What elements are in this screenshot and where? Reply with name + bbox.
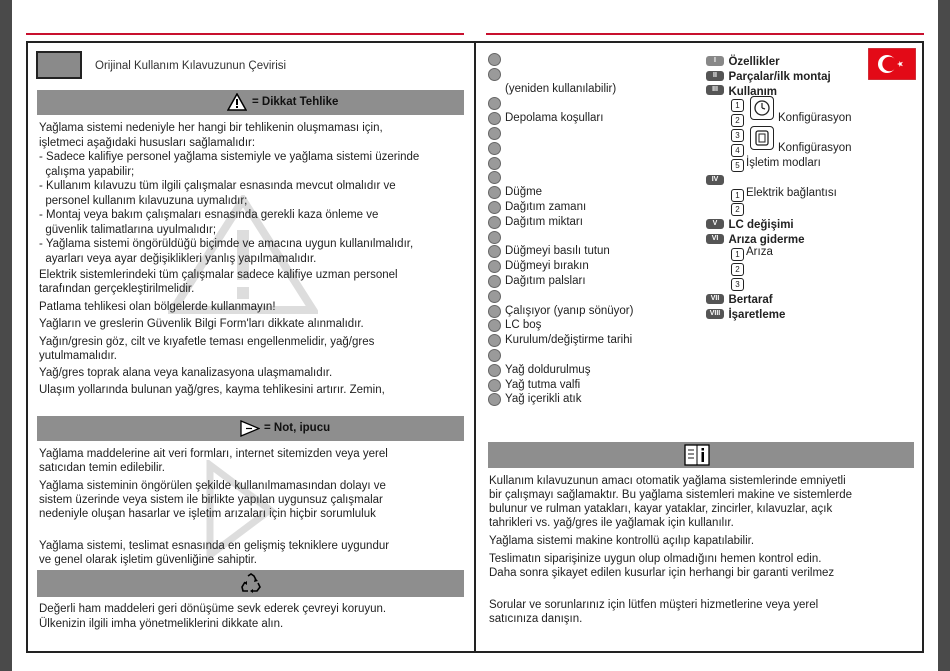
legend-bullet-icon <box>488 349 501 362</box>
legend-bullet-icon <box>488 53 501 66</box>
note-paragraph: satıcıdan temin edilebilir. <box>39 462 165 474</box>
toc-sub-1: 1 <box>731 246 746 264</box>
top-rule-left <box>26 33 464 35</box>
note-paragraph: sistem üzerinde veya sistem ile birlikte yapılan uygunsuz çalışmalar <box>39 494 383 506</box>
toc-sub-4: 4 <box>731 142 746 160</box>
recycle-paragraph: Değerli ham maddeleri geri dönüşüme sevk ederek çevreyi koruyun. <box>39 603 387 615</box>
top-rule-right <box>486 33 924 35</box>
toc-item-vi[interactable]: VI Arıza giderme <box>706 230 805 248</box>
toc-item-vii[interactable]: VII Bertaraf <box>706 290 773 308</box>
toc-sub-1: 1 <box>731 187 746 205</box>
clock-icon <box>750 96 774 120</box>
warning-line: - Sadece kalifiye personel yağlama sistemiyle ve yağlama sistemi üzerinde <box>39 151 420 163</box>
note-paragraph: Yağlama sistemi, teslimat esnasında en gelişmiş tekniklere uygundur <box>39 540 390 552</box>
info-paragraph: satıcınıza danışın. <box>489 613 583 625</box>
right-edge-bar <box>938 0 950 671</box>
toc-sub-2: 2 <box>731 112 746 130</box>
toc-item-viii[interactable]: VIII İşaretleme <box>706 305 785 323</box>
info-paragraph: Sorular ve sorunlarınız için lütfen müşteri hizmetlerine veya yerel <box>489 599 819 611</box>
warning-paragraph: Yağın/gresin göz, cilt ve kıyafetle teması engellenmelidir, yağ/gres <box>39 336 375 348</box>
toc-konfigurasyon-2[interactable]: Konfigürasyon <box>778 142 852 154</box>
book-info-icon <box>684 444 710 466</box>
warning-line: personel kullanım kılavuzuna uymalıdır; <box>39 194 248 207</box>
section-pill: II <box>706 71 724 81</box>
note-paragraph: ve genel olarak işletim güvenliğine sahiptir. <box>39 554 257 566</box>
warning-line: ayarları veya ayar değişiklikleri yanlış yapılmamalıdır. <box>39 252 317 265</box>
info-paragraph: tahrikleri vs. yağ/gres ile yağlamak için kullanılır. <box>489 517 734 529</box>
legend-bullet-icon <box>488 157 501 170</box>
recycle-icon <box>240 573 262 594</box>
toc-konfigurasyon-1[interactable]: Konfigürasyon <box>778 112 852 124</box>
warning-paragraph: yutulmamalıdır. <box>39 350 117 362</box>
toc-item-ii[interactable]: II Parçalar/ilk montaj <box>706 67 866 82</box>
note-paragraph: Yağlama sisteminin öngörülen şekilde kullanılmamasından dolayı ve <box>39 480 386 492</box>
toc-elektrik-baglantisi[interactable]: Elektrik bağlantısı <box>746 187 837 199</box>
info-bar <box>488 442 914 468</box>
warning-line: işletmeci aşağıdaki hususları sağlamalıdır: <box>39 136 256 149</box>
note-hint-icon <box>240 420 260 437</box>
toc-item-i[interactable]: I Özellikler <box>706 52 866 67</box>
page-title: Orijinal Kullanım Kılavuzunun Çevirisi <box>95 60 287 72</box>
warning-triangle-icon <box>227 93 247 111</box>
warning-line: Yağlama sistemi nedeniyle her hangi bir tehlikenin oluşmaması için, <box>39 122 383 134</box>
toc-isletim-modlari[interactable]: İşletim modları <box>746 157 821 169</box>
warning-list <box>39 121 419 266</box>
recycle-bar <box>37 570 464 597</box>
toc-sub-5: 5 <box>731 157 746 175</box>
warning-paragraph: tarafından gerçekleştirilmelidir. <box>39 283 195 295</box>
toc-sub-3: 3 <box>731 276 746 294</box>
toc-sub-2: 2 <box>731 201 746 219</box>
info-paragraph: bir çalışmayı sağlamaktır. Bu yağlama sistemleri makine ve sistemlerde <box>489 489 853 501</box>
left-edge-bar <box>0 0 12 671</box>
warning-paragraph: Yağ/gres toprak alana veya kanalizasyona ulaşmamalıdır. <box>39 367 333 379</box>
table-of-contents <box>706 52 866 96</box>
toc-item-iv[interactable]: IV <box>706 171 724 189</box>
legend-bullet-icon <box>488 305 501 318</box>
legend-bullet-icon <box>488 290 501 303</box>
info-paragraph: bulunur ve rulman yatakları, kayar yataklar, zincirler, kılavuzlar, açık <box>489 503 833 515</box>
note-paragraph: Yağlama maddelerine ait veri formları, internet sitemizden veya yerel <box>39 448 388 460</box>
note-bar <box>37 416 464 441</box>
warning-line: - Montaj veya bakım çalışmaları esnasında gerekli kaza önleme ve <box>39 209 379 221</box>
legend-bullet-icon <box>488 379 501 392</box>
warning-line: - Kullanım kılavuzu tüm ilgili çalışmalar esnasında mevcut olmalıdır ve <box>39 180 396 192</box>
legend-bullet-icon <box>488 231 501 244</box>
device-icon <box>750 126 774 150</box>
warning-paragraph: Yağların ve greslerin Güvenlik Bilgi Form'ları dikkate alınmalıdır. <box>39 318 364 330</box>
legend-bullet-icon <box>488 127 501 140</box>
info-paragraph: Daha sonra şikayet edilen kusurlar için herhangi bir garanti verilmez <box>489 567 835 579</box>
legend-bullet-icon <box>488 275 501 288</box>
header-logo-box <box>36 51 82 79</box>
info-paragraph: Yağlama sistemi makine kontrollü açılıp kapatılabilir. <box>489 535 755 547</box>
legend-bullet-icon <box>488 142 501 155</box>
toc-sub-3: 3 <box>731 127 746 145</box>
note-paragraph: nedeniyle oluşan hasarlar ve işletim arızaları için hiçbir sorumluluk <box>39 508 376 520</box>
recycle-paragraph: Ülkenizin ilgili imha yönetmeliklerini dikkate alın. <box>39 618 284 630</box>
info-paragraph: Teslimatın siparişinize uygun olup olmadığını hemen kontrol edin. <box>489 553 822 565</box>
section-pill: I <box>706 56 724 66</box>
warning-label: = Dikkat Tehlike <box>252 96 339 108</box>
warning-paragraph: Patlama tehlikesi olan bölgelerde kullanmayın! <box>39 301 276 313</box>
column-divider <box>474 41 476 653</box>
legend-bullet-icon <box>488 68 501 81</box>
turkish-flag-icon <box>868 48 916 80</box>
legend-bullet-icon <box>488 201 501 214</box>
note-label: = Not, ipucu <box>264 422 331 434</box>
legend-bullet-icon <box>488 216 501 229</box>
warning-bar <box>37 90 464 115</box>
warning-paragraph: Elektrik sistemlerindeki tüm çalışmalar sadece kalifiye uzman personel <box>39 269 398 281</box>
warning-line: güvenlik talimatlarına uyulmalıdır; <box>39 223 217 236</box>
toc-sub-2: 2 <box>731 261 746 279</box>
warning-line: - Yağlama sistemi öngörüldüğü biçimde ve amacına uygun kullanılmalıdır, <box>39 238 414 250</box>
info-paragraph: Kullanım kılavuzunun amacı otomatik yağlama sistemlerinde emniyetli <box>489 475 846 487</box>
toc-item-iii[interactable]: III Kullanım <box>706 82 866 97</box>
toc-sub-1: 1 <box>731 97 746 115</box>
warning-paragraph: Ulaşım yollarında bulunan yağ/gres, kayma tehlikesini artırır. Zemin, <box>39 384 385 396</box>
section-pill: III <box>706 85 724 95</box>
toc-item-v[interactable]: V LC değişimi <box>706 215 794 233</box>
legend-bullet-icon <box>488 364 501 377</box>
warning-line: çalışma yapabilir; <box>39 165 135 178</box>
toc-ariza[interactable]: Arıza <box>746 246 773 258</box>
